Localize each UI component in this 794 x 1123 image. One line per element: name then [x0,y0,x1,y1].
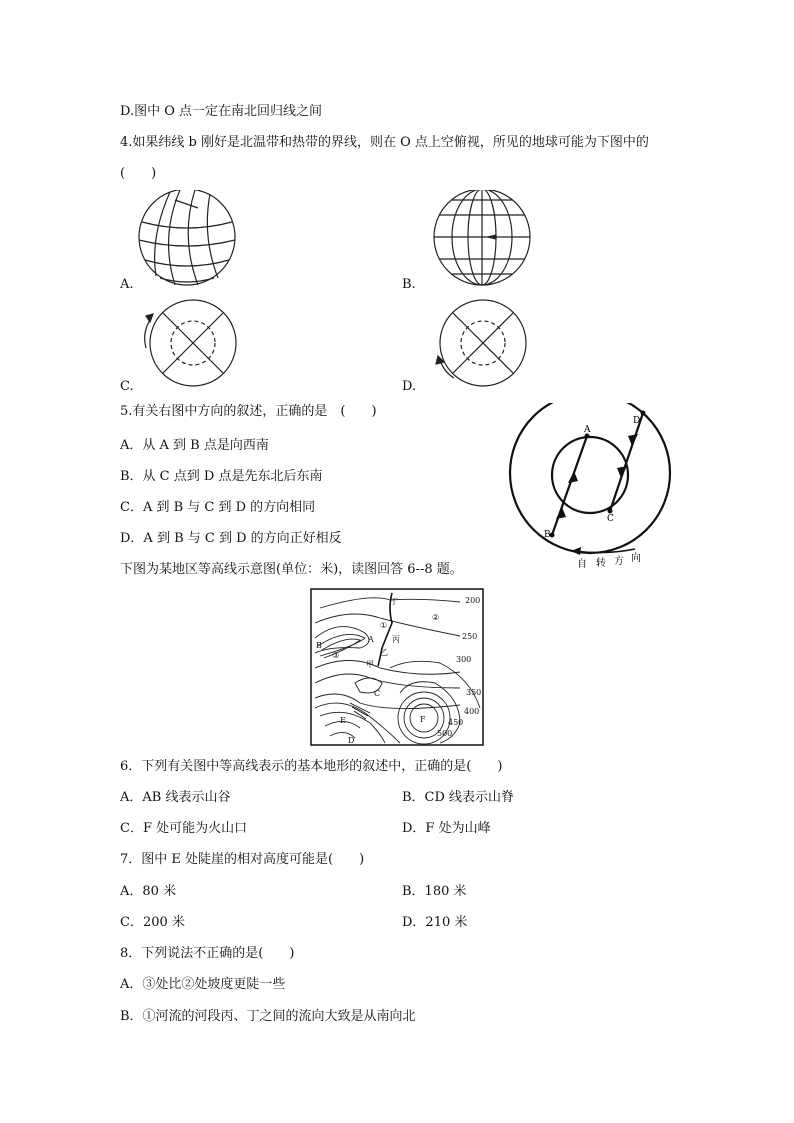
point-a-label: A [584,425,591,435]
point-d: D [348,736,355,745]
contour-250: 250 [462,632,478,641]
contour-map-drawing [310,588,484,746]
q5-option-d: D．A 到 B 与 C 到 D 的方向正好相反 [120,531,342,546]
rotation-drawing [505,403,680,573]
q7-option-a: A．80 米 [120,884,177,899]
point-1: ① [380,621,388,630]
point-ding: 丁 [390,597,398,606]
q8-stem: 8．下列说法不正确的是( ) [120,946,295,961]
point-f: F [420,715,426,724]
globe-d-drawing [402,298,542,398]
q7-option-b: B．180 米 [402,884,467,899]
q5-stem: 5.有关右图中方向的叙述，正确的是 ( ) [120,404,377,419]
caption-char-3: 方 [614,556,624,567]
contour-300: 300 [456,655,472,664]
globe-a-drawing [120,190,260,295]
globe-figure-d [402,298,542,398]
q6-option-b: B．CD 线表示山脊 [402,790,515,805]
point-c-label: C [607,514,614,524]
globe-figure-c [120,298,260,398]
q6-stem: 6．下列有关图中等高线表示的基本地形的叙述中，正确的是( ) [120,759,503,774]
q7-option-d: D．210 米 [402,915,468,930]
globe-label-a: A. [120,277,134,292]
contour-500: 500 [437,729,453,738]
point-yi: 乙 [380,648,388,657]
contour-intro: 下图为某地区等高线示意图(单位：米)，读图回答 6--8 题。 [120,562,463,577]
point-jia: 甲 [366,660,374,669]
point-bing: 丙 [392,635,400,644]
q6-option-c: C．F 处可能为火山口 [120,821,248,836]
rotation-figure [505,403,680,573]
point-3: ③ [332,651,340,660]
contour-map [310,588,484,746]
contour-450: 450 [448,718,464,727]
globe-b-drawing [402,190,542,295]
point-b: B [316,641,322,650]
contour-200: 200 [465,596,481,605]
point-2: ② [432,613,440,622]
caption-char-4: 向 [631,553,641,564]
globe-label-b: B. [402,277,416,292]
point-e: E [340,716,346,725]
q7-option-c: C．200 米 [120,915,185,930]
q8-option-b: B．①河流的河段丙、丁之间的流向大致是从南向北 [120,1009,416,1024]
q7-stem: 7．图中 E 处陡崖的相对高度可能是( ) [120,852,365,867]
q5-option-a: A．从 A 到 B 点是向西南 [120,438,269,453]
point-b-label: B [544,530,551,540]
globe-figure-a [120,190,260,295]
globe-label-c: C. [120,379,134,394]
globe-figure-b [402,190,542,295]
q6-option-d: D．F 处为山峰 [402,821,491,836]
q5-option-b: B．从 C 点到 D 点是先东北后东南 [120,469,323,484]
caption-char-2: 转 [596,558,606,569]
point-c: C [374,689,381,698]
q3-option-d: D.图中 O 点一定在南北回归线之间 [120,104,323,119]
point-d-label: D [633,416,641,426]
q5-option-c: C．A 到 B 与 C 到 D 的方向相同 [120,500,316,515]
point-a: A [368,635,374,644]
contour-350: 350 [466,688,482,697]
q8-option-a: A．③处比②处坡度更陡一些 [120,977,286,992]
caption-char-1: 自 [577,559,587,570]
q4-stem: 4.如果纬线 b 刚好是北温带和热带的界线，则在 O 点上空俯视，所见的地球可能为下图中的 [120,135,649,150]
contour-400: 400 [464,707,480,716]
globe-label-d: D. [402,379,417,394]
q6-option-a: A．AB 线表示山谷 [120,790,231,805]
q4-answer-paren: ( ) [120,166,157,181]
globe-c-drawing [120,298,260,398]
